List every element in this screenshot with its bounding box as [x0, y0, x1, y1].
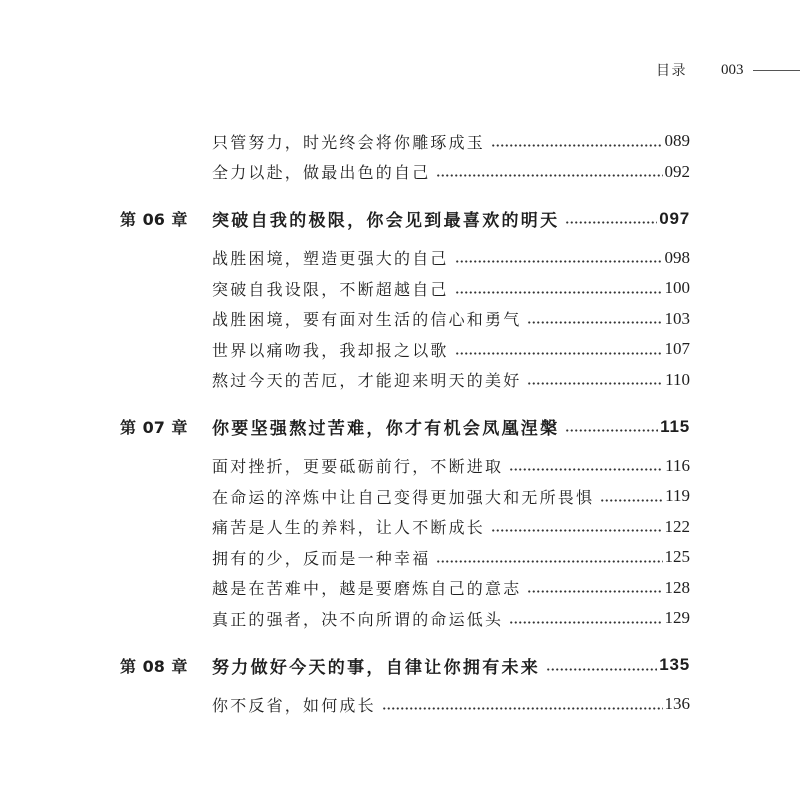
chapter-label: 第 08 章	[120, 656, 188, 676]
running-head	[656, 60, 800, 80]
dot-leader	[600, 499, 663, 502]
chapter-title: 你要坚强熬过苦难，你才有机会凤凰涅槃	[212, 419, 560, 440]
chapter-label: 第 06 章	[120, 210, 188, 230]
toc-entry-title: 拥有的少，反而是一种幸福	[212, 548, 431, 568]
dot-leader	[509, 468, 663, 471]
toc-entry	[120, 451, 690, 482]
toc-entry	[120, 126, 690, 157]
chapter-group	[120, 412, 690, 634]
chapter-title: 努力做好今天的事，自律让你拥有未来	[212, 657, 541, 678]
dot-leader	[491, 529, 662, 532]
dot-leader	[527, 321, 662, 324]
toc-entry-title: 面对挫折，更要砥砺前行，不断进取	[212, 457, 504, 477]
toc-entry	[120, 689, 690, 720]
toc-entry	[120, 542, 690, 573]
toc-entry-page: 136	[664, 694, 690, 714]
toc-entry-page: 089	[664, 131, 690, 151]
chapter-group	[120, 204, 690, 396]
dot-leader	[565, 221, 657, 224]
toc-entry-page: 122	[664, 516, 690, 536]
toc-entry-title: 战胜困境，要有面对生活的信心和勇气	[212, 310, 522, 330]
chapter-page: 135	[659, 655, 690, 675]
toc-entry	[120, 481, 690, 512]
toc-entry	[120, 304, 690, 335]
dot-leader	[436, 560, 662, 563]
dot-leader	[491, 144, 662, 147]
chapter-label: 第 07 章	[120, 418, 188, 438]
toc-entry-page: 116	[665, 455, 690, 475]
running-head-title: 目录	[656, 63, 687, 79]
toc-entry-title: 越是在苦难中，越是要磨炼自己的意志	[212, 579, 522, 599]
dot-leader	[546, 668, 657, 671]
toc-entry	[120, 273, 690, 304]
chapter-group	[120, 650, 690, 720]
toc-entry	[120, 243, 690, 274]
chapter-title: 突破自我的极限，你会见到最喜欢的明天	[212, 211, 560, 232]
toc-entry-title: 世界以痛吻我，我却报之以歌	[212, 340, 449, 360]
page-number: 003	[721, 61, 744, 78]
toc-entry	[120, 603, 690, 634]
header-rule	[753, 70, 800, 71]
toc-entry	[120, 365, 690, 396]
toc-entry-title: 真正的强者，决不向所谓的命运低头	[212, 609, 504, 629]
toc-entry-page: 103	[664, 308, 690, 328]
toc-entry	[120, 334, 690, 365]
toc-entry-title: 熬过今天的苦厄，才能迎来明天的美好	[212, 371, 522, 391]
dot-leader	[455, 260, 663, 263]
toc-entry-page: 129	[664, 608, 690, 628]
toc-entry-title: 战胜困境，塑造更强大的自己	[212, 249, 449, 269]
dot-leader	[455, 352, 663, 355]
toc-entry-title: 突破自我设限，不断超越自己	[212, 279, 449, 299]
toc-entry-title: 全力以赴，做最出色的自己	[212, 163, 431, 183]
toc-entry	[120, 512, 690, 543]
chapter-page: 097	[659, 208, 690, 228]
toc-entry	[120, 573, 690, 604]
chapter-heading	[120, 650, 690, 681]
chapter-heading	[120, 204, 690, 235]
dot-leader	[509, 621, 662, 624]
dot-leader	[527, 590, 662, 593]
toc-entry-page: 128	[664, 577, 690, 597]
chapter-page: 115	[660, 416, 690, 436]
dot-leader	[565, 429, 658, 432]
toc-entry-page: 110	[665, 369, 690, 389]
toc-entry	[120, 157, 690, 188]
dot-leader	[455, 291, 663, 294]
toc-entry-title: 你不反省，如何成长	[212, 695, 376, 715]
toc-entry-page: 107	[664, 339, 690, 359]
toc-entry-page: 100	[664, 278, 690, 298]
toc-entry-title: 痛苦是人生的养料，让人不断成长	[212, 518, 486, 538]
dot-leader	[436, 174, 662, 177]
table-of-contents	[120, 126, 690, 720]
toc-entry-title: 只管努力，时光终会将你雕琢成玉	[212, 132, 486, 152]
toc-entry-page: 125	[664, 547, 690, 567]
dot-leader	[382, 707, 663, 710]
dot-leader	[527, 382, 663, 385]
toc-entry-title: 在命运的淬炼中让自己变得更加强大和无所畏惧	[212, 487, 595, 507]
chapter-heading	[120, 412, 690, 443]
toc-entry-page: 119	[665, 486, 690, 506]
toc-entry-page: 098	[664, 247, 690, 267]
toc-entry-page: 092	[664, 161, 690, 181]
